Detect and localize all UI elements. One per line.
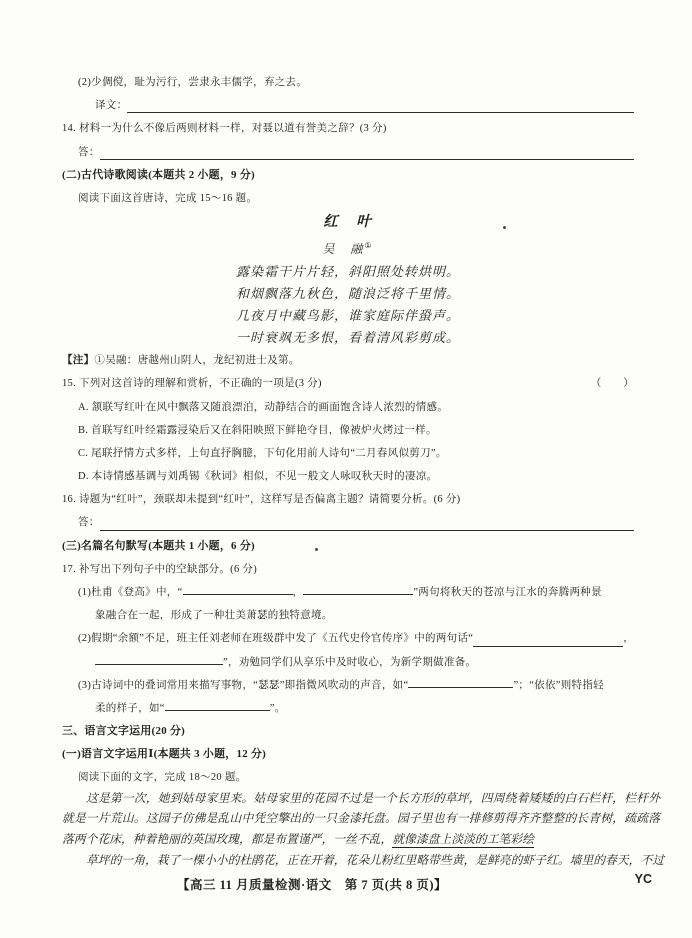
- poem-line: 几夜月中藏鸟影，谁家庭际伴蛩声。: [235, 308, 460, 324]
- answer-rule: [127, 96, 634, 113]
- poem-block: [62, 210, 634, 349]
- answer-rule: [100, 514, 634, 531]
- item-text: ”，劝勉同学们从享乐中及时收心，为新学期做准备。: [223, 656, 477, 668]
- passage-paragraph-1: [62, 788, 660, 850]
- page-footer: [62, 871, 652, 893]
- q17-item-1-line-2: 象融合在一起，形成了一种壮美萧瑟的独特意境。: [95, 610, 333, 622]
- answer-rule: [100, 143, 634, 160]
- note-label: 【注】: [62, 355, 95, 367]
- footer-title-page-number: 【高三 11 月质量检测·语文 第 7 页(共 8 页)】: [176, 877, 448, 892]
- item-text: ”两句将秋天的苍凉与江水的奔腾两种景: [413, 587, 602, 598]
- passage-paragraph-2: 草坪的一角，栽了一棵小小的杜鹃花，正在开着，花朵儿粉红里略带些黄，是鲜亮的虾子红。墙里的春天，不过: [86, 852, 665, 867]
- question-14-answer-line: [62, 141, 634, 164]
- blank-line: [95, 653, 223, 665]
- dictation-section: [62, 535, 634, 721]
- q17-item-3-line-2: [62, 697, 634, 720]
- author-note-mark: ①: [364, 241, 374, 251]
- poem-author: 吴 融: [322, 242, 365, 257]
- poetry-read-intro: 阅读下面这首唐诗，完成 15～16 题。: [78, 192, 258, 204]
- item-text: (1)杜甫《登高》中，“: [78, 587, 183, 598]
- blank-line: [303, 583, 413, 595]
- question-15-option-c: C. 尾联抒情方式多样，上句直抒胸臆，下句化用前人诗句“二月春风似剪刀”。: [78, 447, 447, 459]
- question-14-stem: 14. 材料一为什么不像后两则材料一样，对聂以道有誉美之辞？(3 分): [62, 123, 387, 135]
- item-text: ，: [292, 587, 304, 598]
- answer-label: 答：: [78, 146, 100, 158]
- dictation-section-heading: (三)名篇名句默写(本题共 1 小题，6 分): [62, 539, 255, 552]
- language-read-intro: 阅读下面的文字，完成 18～20 题。: [78, 771, 247, 783]
- question-15-stem-line: [62, 372, 634, 395]
- classical-translation-section: [62, 71, 634, 164]
- poem-title: 红 叶: [323, 214, 373, 231]
- item-text: (3)古诗词中的叠词常用来描写事物，“瑟瑟”即指微风吹动的声音，如“: [78, 679, 409, 691]
- passage-text: 这是第一次，她到姑母家里来。姑母家里的花园不过是一个长方形的草坪，四周绕着矮矮的白石栏杆，栏杆外就是一片荒山。这园子仿佛是乱山中凭空擎出的一只金漆托盘。园子里也有一排修剪得齐齐整整的长青树，疏疏落落两个花床，种着艳丽的英国玫瑰，都是布置谨严，一丝不乱，: [62, 790, 660, 847]
- reading-passage: [62, 788, 665, 871]
- poem-line: 露染霜干片片轻，斜阳照处转烘明。: [235, 264, 460, 280]
- poem-author-line: [62, 234, 634, 261]
- poem-note: [62, 349, 634, 372]
- classical-sentence-2: (2)少倜傥，耻为污行，尝隶永丰儒学，弃之去。: [78, 77, 308, 88]
- item-text: ，: [623, 633, 634, 645]
- blank-line: [165, 699, 270, 711]
- question-17-stem: 17. 补写出下列句子中的空缺部分。(6 分): [62, 563, 258, 575]
- question-15-option-a: A. 颔联写红叶在风中飘落又随浪漂泊，动静结合的画面饱含诗人浓烈的情感。: [78, 401, 449, 413]
- q17-item-2-line-2: [62, 651, 634, 674]
- q17-item-2-line-1: [62, 627, 634, 650]
- underlined-phrase: 就像漆盘上淡淡的工笔彩绘: [392, 832, 534, 847]
- language-sub-heading: (一)语言文字运用Ⅰ(本题共 3 小题，12 分): [62, 748, 267, 761]
- question-16-stem: 16. 诗题为“红叶”，颈联却未提到“红叶”，这样写是否偏离主题？请简要分析。(6 分): [62, 494, 461, 506]
- item-text: (2)假期“余额”不足，班主任刘老师在班级群中发了《五代史伶官传序》中的两句话“: [78, 633, 474, 645]
- item-text: 柔的样子，如“: [95, 702, 165, 714]
- q17-item-1-line-1: [62, 581, 634, 604]
- poetry-section: [62, 164, 634, 535]
- note-text: ①吴融：唐越州山阴人，龙纪初进士及第。: [94, 355, 300, 367]
- answer-bracket: （ ）: [590, 378, 634, 390]
- blank-line: [183, 583, 293, 595]
- page-content: [62, 71, 665, 893]
- poetry-section-heading: (二)古代诗歌阅读(本题共 2 小题，9 分): [62, 168, 255, 181]
- answer-label: 答：: [78, 517, 100, 529]
- question-15-option-b: B. 首联写红叶经霜露浸染后又在斜阳映照下鲜艳夺目，像被炉火烤过一样。: [78, 424, 437, 436]
- item-text: ”；“依依”则特指轻: [513, 679, 604, 691]
- poem-line: 一时衰飒无多恨，看着清风彩剪成。: [235, 330, 460, 346]
- translation-label: 译文：: [95, 100, 128, 112]
- q17-item-3-line-1: [62, 674, 634, 697]
- question-15-stem: 15. 下列对这首诗的理解和赏析，不正确的一项是(3 分): [62, 378, 322, 390]
- question-16-answer-line: [62, 511, 634, 534]
- blank-line: [473, 630, 623, 647]
- translation-answer-line: [62, 94, 634, 117]
- question-15-option-d: D. 本诗情感基调与刘禹锡《秋词》相似，不见一般文人咏叹秋天时的凄凉。: [78, 471, 438, 483]
- poem-line: 和烟飘落九秋色，随浪泛将千里情。: [235, 286, 460, 302]
- spacer: [322, 372, 591, 395]
- blank-line: [408, 676, 513, 688]
- language-section: [62, 720, 665, 871]
- footer-code: YC: [634, 871, 652, 886]
- item-text: ”。: [269, 702, 286, 714]
- language-section-heading: 三、语言文字运用(20 分): [62, 725, 186, 738]
